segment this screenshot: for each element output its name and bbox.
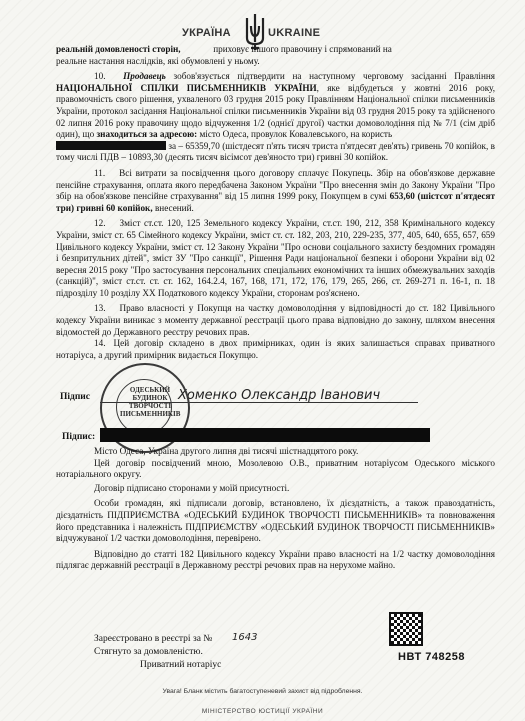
- fee-line: Стягнуто за домовленістю.: [94, 647, 203, 657]
- footer-ministry: МІНІСТЕРСТВО ЮСТИЦІЇ УКРАЇНИ: [201, 708, 324, 715]
- clause-12: 12. Зміст ст.ст. 120, 125 Земельного кодексу України, ст.ст. 190, 212, 358 Кримінального кодексу України, зміст ст. 65 Сімейного кодексу України, зміст ст. ст. 182, 203, 210, 229-235, 377, 405, 640, 655, 657, 659 Цивільного кодексу України, зміст ст. 12 Закону України "Про основи соціального захисту бездомних громадян і безпритульних дітей", зміст ЗУ "Про санкції", Рішення Ради національної безпеки і оборони України від 02 вересня 2015 року "Про застосування персональних спеціальних економічних та інших обмежувальних заходів (санкцій)", зміст ст.ст. ст. ст. 162, 164.2.4, 167, 168, 171, 172, 176, 179, 265, 266, ст. 269-271 п. 16-1, п. 18 підрозділу 10 розділу ХХ Податкового кодексу України, сторонам роз'яснено.: [56, 218, 495, 298]
- contract-body: [56, 44, 495, 361]
- redacted-buyer-name: [56, 141, 166, 150]
- stamp-text: ОДЕСЬКИЙ БУДИНОК ТВОРЧОСТІ ПИСЬМЕННИКІВ: [120, 386, 181, 418]
- footer-warning: Увага! Бланк містить багатоступеневий захист від підроблення.: [162, 688, 363, 695]
- form-serial-number: НВТ 748258: [398, 651, 465, 663]
- top-line: реальній домовленості сторін, приховує іншого правочину і спрямований на: [56, 44, 392, 54]
- top-line-2: реальне настання наслідків, які обумовлені у ньому.: [56, 55, 260, 66]
- header-ukraina: УКРАЇНА: [182, 27, 231, 39]
- registry-line: Зареєстровано в реєстрі за №: [94, 634, 213, 644]
- clause-13: 13. Право власності у Покупця на частку домоволодіння у відповідності до ст. 182 Цивільного кодексу України виникає з моменту державної реєстрації цього права відповідно до закону, шляхом внесення відомостей до Державного реєстру речових прав.: [56, 303, 495, 337]
- clause-10: 10. Продавець зобов'язується підтвердити на наступному черговому засіданні Правління НАЦІОНАЛЬНОЇ СПІЛКИ ПИСЬМЕННИКІВ УКРАЇНИ, яке відбудеться у жовтні 2016 року, правомочність свого рішення, ухваленого 03 грудня 2015 року Правлінням Національної спілки письменників України, протокол засідання Національної спілки письменників України від 03 грудня 2015 року та здійсненого 02 липня 2016 року правочину щодо відчуження 1/2 (однієї другої) частки домоволодіння під № 7/1 (сім дріб один), що знаходиться за адресою: місто Одеса, провулок Ковалевського, на користь за – 65359,70 (шістдесят п'ять тисяч триста п'ятдесят дев'ять) гривень 70 копійок, в тому числі ПДВ – 10893,30 (десять тисяч вісімсот дев'яносто три) гривні 30 копійок.: [56, 71, 496, 163]
- clause-11: 11. Всі витрати за посвідчення цього договору сплачує Покупець. Збір на обов'язкове державне пенсійне страхування, оплата якого передбачена Законом України "Про внесення змін до Закону України "Про збір на обов'язкове пенсійне страхування" від 15 липня 1999 року, Покупцем в сумі 653,60 (шістсот п'ятдесят три) гривні 60 копійок, внесений.: [56, 167, 495, 213]
- notary-title: Приватний нотаріус: [140, 660, 222, 670]
- signature-label-seller: Підпис: [60, 392, 90, 402]
- registry-number-handwritten: 1643: [232, 632, 258, 643]
- signature-label-buyer: Підпис:: [62, 432, 96, 442]
- signature-seller-handwritten: Хоменко Олександр Іванович: [178, 388, 381, 403]
- clause-14: 14. Цей договір складено в двох примірниках, один із яких залишається справах приватного нотаріуса, а другий примірник видається Покупцю.: [56, 338, 495, 360]
- redacted-buyer-signature: [100, 428, 430, 442]
- notary-certification: Місто Одеса, Україна другого липня дві тисячі шістнадцятого року. Цей договір посвідчений мною, Мозолевою О.В., приватним нотаріусом Одеського міського нотаріального округу. Договір підписано сторонами у моїй присутності. Особи громадян, які підписали договір, встановлено, їх дієздатність, а також правоздатність, дієздатність ПІДПРИЄМСТВА «ОДЕСЬКИЙ БУДИНОК ТВОРЧОСТІ ПИСЬМЕННИКІВ» та повноваження його представника і належність ПІДПРИЄМСТВУ «ОДЕСЬКИЙ БУДИНОК ТВОРЧОСТІ ПИСЬМЕННИКІВ» відчужуваної 1/2 частки домоволодіння, перевірено. Відповідно до статті 182 Цивільного кодексу України право власності на 1/2 частку домоволодіння підлягає державній реєстрації в Державному реєстрі речових прав на нерухоме майно.: [56, 446, 495, 571]
- qr-code-icon: [389, 612, 423, 646]
- header-ukraine: UKRAINE: [268, 27, 321, 39]
